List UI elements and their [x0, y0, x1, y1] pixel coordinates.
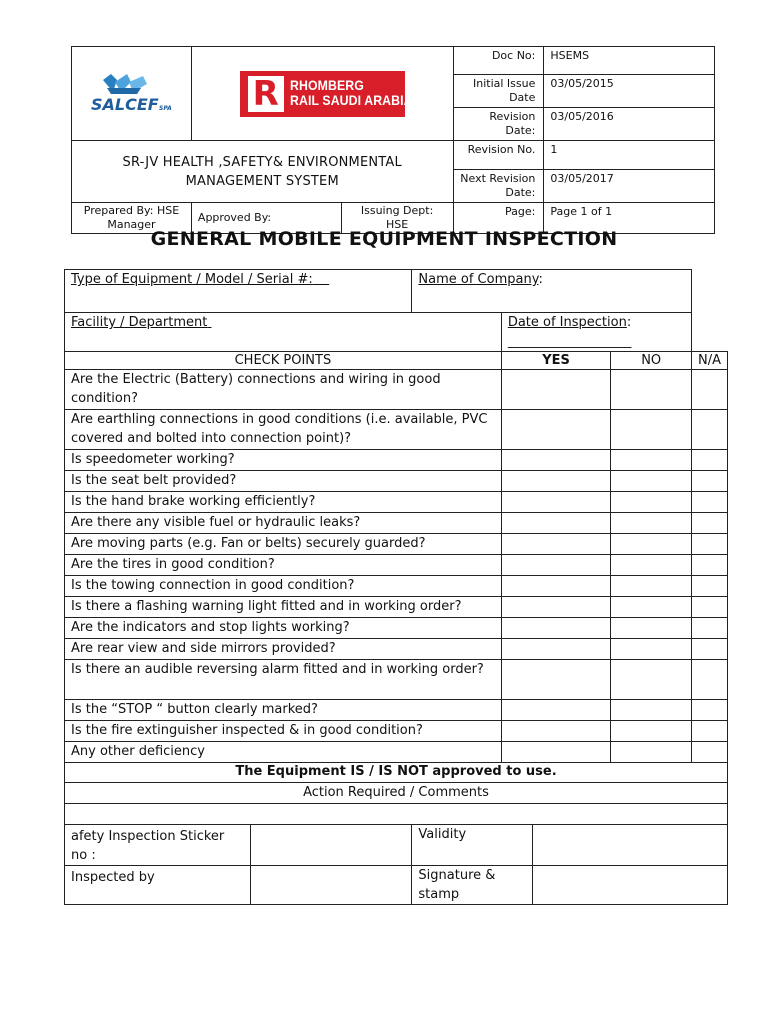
doc-no-value: HSEMS	[544, 47, 715, 75]
no-checkbox-cell[interactable]	[611, 639, 692, 660]
na-checkbox-cell[interactable]	[692, 618, 728, 639]
salcef-logo	[81, 70, 181, 118]
yes-checkbox-cell[interactable]	[501, 492, 611, 513]
inspected-by-field[interactable]	[250, 866, 412, 905]
na-checkbox-cell[interactable]	[692, 370, 728, 410]
initial-issue-date-label: Initial Issue Date	[453, 75, 544, 108]
check-point-text: Are the indicators and stop lights working?	[65, 618, 502, 639]
check-point-row	[65, 576, 728, 597]
check-point-row	[65, 534, 728, 555]
check-point-row	[65, 618, 728, 639]
check-point-text: Is the towing connection in good condition?	[65, 576, 502, 597]
yes-checkbox-cell[interactable]	[501, 471, 611, 492]
no-checkbox-cell[interactable]	[611, 534, 692, 555]
check-points-header: CHECK POINTS	[65, 352, 502, 370]
check-point-text: Is the seat belt provided?	[65, 471, 502, 492]
equipment-field[interactable]	[65, 270, 412, 313]
check-point-row	[65, 492, 728, 513]
next-revision-date-label: Next Revision Date:	[453, 170, 544, 203]
date-label: Date of Inspection	[507, 315, 627, 330]
rhomberg-r-icon: R	[248, 76, 284, 112]
equipment-label: Type of Equipment / Model / Serial #:	[71, 272, 313, 287]
yes-checkbox-cell[interactable]	[501, 534, 611, 555]
salcef-logo-cell	[72, 47, 192, 141]
inspection-form-table	[64, 269, 728, 905]
yes-checkbox-cell[interactable]	[501, 513, 611, 534]
na-checkbox-cell[interactable]	[692, 492, 728, 513]
document-header-table	[71, 46, 715, 234]
check-point-text: Is speedometer working?	[65, 450, 502, 471]
na-checkbox-cell[interactable]	[692, 721, 728, 742]
prepared-by: Prepared By: HSE Manager	[72, 203, 192, 234]
na-checkbox-cell[interactable]	[692, 660, 728, 700]
yes-checkbox-cell[interactable]	[501, 742, 611, 763]
na-checkbox-cell[interactable]	[692, 576, 728, 597]
approval-statement: The Equipment IS / IS NOT approved to use.	[65, 763, 728, 783]
na-checkbox-cell[interactable]	[692, 471, 728, 492]
check-point-text: Is the fire extinguisher inspected & in good condition?	[65, 721, 502, 742]
no-checkbox-cell[interactable]	[611, 513, 692, 534]
action-required-label: Action Required / Comments	[65, 783, 728, 804]
rhomberg-line1: RHOMBERG	[289, 76, 364, 93]
no-checkbox-cell[interactable]	[611, 555, 692, 576]
validity-field[interactable]	[533, 825, 728, 866]
sticker-no-label: afety Inspection Sticker no :	[65, 825, 251, 866]
signature-field[interactable]	[533, 866, 728, 905]
salcef-logo-suffix: SPA	[159, 104, 173, 112]
facility-label: Facility / Department	[71, 315, 208, 330]
rhomberg-logo-text	[290, 78, 413, 108]
na-column-header: N/A	[692, 352, 728, 370]
na-checkbox-cell[interactable]	[692, 513, 728, 534]
na-checkbox-cell[interactable]	[692, 639, 728, 660]
no-checkbox-cell[interactable]	[611, 700, 692, 721]
yes-checkbox-cell[interactable]	[501, 450, 611, 471]
page-label: Page:	[453, 203, 544, 234]
na-checkbox-cell[interactable]	[692, 700, 728, 721]
company-field[interactable]: Name of Company:	[412, 270, 692, 313]
no-checkbox-cell[interactable]	[611, 450, 692, 471]
check-point-text: Are moving parts (e.g. Fan or belts) securely guarded?	[65, 534, 502, 555]
check-point-text: Are earthling connections in good conditions (i.e. available, PVC covered and bolted into connection point)?	[65, 410, 502, 450]
date-of-inspection-field[interactable]: Date of Inspection: ___________________	[501, 313, 691, 352]
check-point-row	[65, 370, 728, 410]
na-checkbox-cell[interactable]	[692, 534, 728, 555]
approved-by: Approved By:	[191, 203, 341, 234]
check-point-text: Are the tires in good condition?	[65, 555, 502, 576]
rhomberg-line2: RAIL SAUDI ARABIA	[289, 91, 413, 108]
check-point-row	[65, 471, 728, 492]
check-point-text: Are the Electric (Battery) connections and wiring in good condition?	[65, 370, 502, 410]
signature-label: Signature & stamp	[412, 866, 533, 905]
company-label: Name of Company	[418, 272, 539, 287]
no-checkbox-cell[interactable]	[611, 370, 692, 410]
no-column-header: NO	[611, 352, 692, 370]
salcef-logo-text: SALCEF	[91, 94, 160, 114]
na-checkbox-cell[interactable]	[692, 410, 728, 450]
revision-no-value: 1	[544, 141, 715, 170]
check-point-row	[65, 555, 728, 576]
yes-checkbox-cell[interactable]	[501, 660, 611, 700]
inspected-by-label: Inspected by	[65, 866, 251, 905]
check-point-row	[65, 721, 728, 742]
check-point-row	[65, 450, 728, 471]
issuing-dept: Issuing Dept: HSE	[341, 203, 453, 234]
no-checkbox-cell[interactable]	[611, 597, 692, 618]
check-point-row	[65, 742, 728, 763]
comments-field[interactable]	[65, 804, 728, 825]
page-value: Page 1 of 1	[544, 203, 715, 234]
yes-checkbox-cell[interactable]	[501, 639, 611, 660]
no-checkbox-cell[interactable]	[611, 471, 692, 492]
form-title: GENERAL MOBILE EQUIPMENT INSPECTION	[150, 228, 618, 250]
na-checkbox-cell[interactable]	[692, 555, 728, 576]
yes-checkbox-cell[interactable]	[501, 370, 611, 410]
check-point-row	[65, 410, 728, 450]
yes-checkbox-cell[interactable]	[501, 597, 611, 618]
na-checkbox-cell[interactable]	[692, 742, 728, 763]
facility-field[interactable]	[65, 313, 502, 352]
check-point-text: Are there any visible fuel or hydraulic leaks?	[65, 513, 502, 534]
check-point-text: Is there a flashing warning light fitted and in working order?	[65, 597, 502, 618]
next-revision-date-value: 03/05/2017	[544, 170, 715, 203]
check-point-row	[65, 639, 728, 660]
yes-checkbox-cell[interactable]	[501, 555, 611, 576]
initial-issue-date-value: 03/05/2015	[544, 75, 715, 108]
yes-checkbox-cell[interactable]	[501, 410, 611, 450]
check-point-text: Is the hand brake working efficiently?	[65, 492, 502, 513]
date-blank-line: ___________________	[507, 334, 632, 349]
check-point-row	[65, 660, 728, 700]
check-point-row	[65, 700, 728, 721]
revision-date-label: Revision Date:	[453, 108, 544, 141]
sticker-no-field[interactable]	[250, 825, 412, 866]
na-checkbox-cell[interactable]	[692, 450, 728, 471]
yes-checkbox-cell[interactable]	[501, 576, 611, 597]
check-point-text: Is there an audible reversing alarm fitted and in working order?	[65, 660, 502, 700]
yes-column-header: YES	[501, 352, 611, 370]
no-checkbox-cell[interactable]	[611, 660, 692, 700]
revision-no-label: Revision No.	[453, 141, 544, 170]
no-checkbox-cell[interactable]	[611, 742, 692, 763]
check-point-text: Any other deficiency	[65, 742, 502, 763]
check-point-text: Is the “STOP “ button clearly marked?	[65, 700, 502, 721]
no-checkbox-cell[interactable]	[611, 618, 692, 639]
doc-no-label: Doc No:	[453, 47, 544, 75]
rhomberg-logo	[240, 71, 413, 117]
check-point-text: Are rear view and side mirrors provided?	[65, 639, 502, 660]
yes-checkbox-cell[interactable]	[501, 721, 611, 742]
rhomberg-logo-cell	[191, 47, 453, 141]
no-checkbox-cell[interactable]	[611, 721, 692, 742]
yes-checkbox-cell[interactable]	[501, 618, 611, 639]
check-point-row	[65, 513, 728, 534]
yes-checkbox-cell[interactable]	[501, 700, 611, 721]
validity-label: Validity	[412, 825, 533, 866]
check-point-row	[65, 597, 728, 618]
na-checkbox-cell[interactable]	[692, 597, 728, 618]
revision-date-value: 03/05/2016	[544, 108, 715, 141]
no-checkbox-cell[interactable]	[611, 492, 692, 513]
no-checkbox-cell[interactable]	[611, 410, 692, 450]
management-system-title: SR-JV HEALTH ,SAFETY& ENVIRONMENTAL MANAGEMENT SYSTEM	[72, 141, 454, 203]
checklist-body	[65, 370, 728, 763]
no-checkbox-cell[interactable]	[611, 576, 692, 597]
